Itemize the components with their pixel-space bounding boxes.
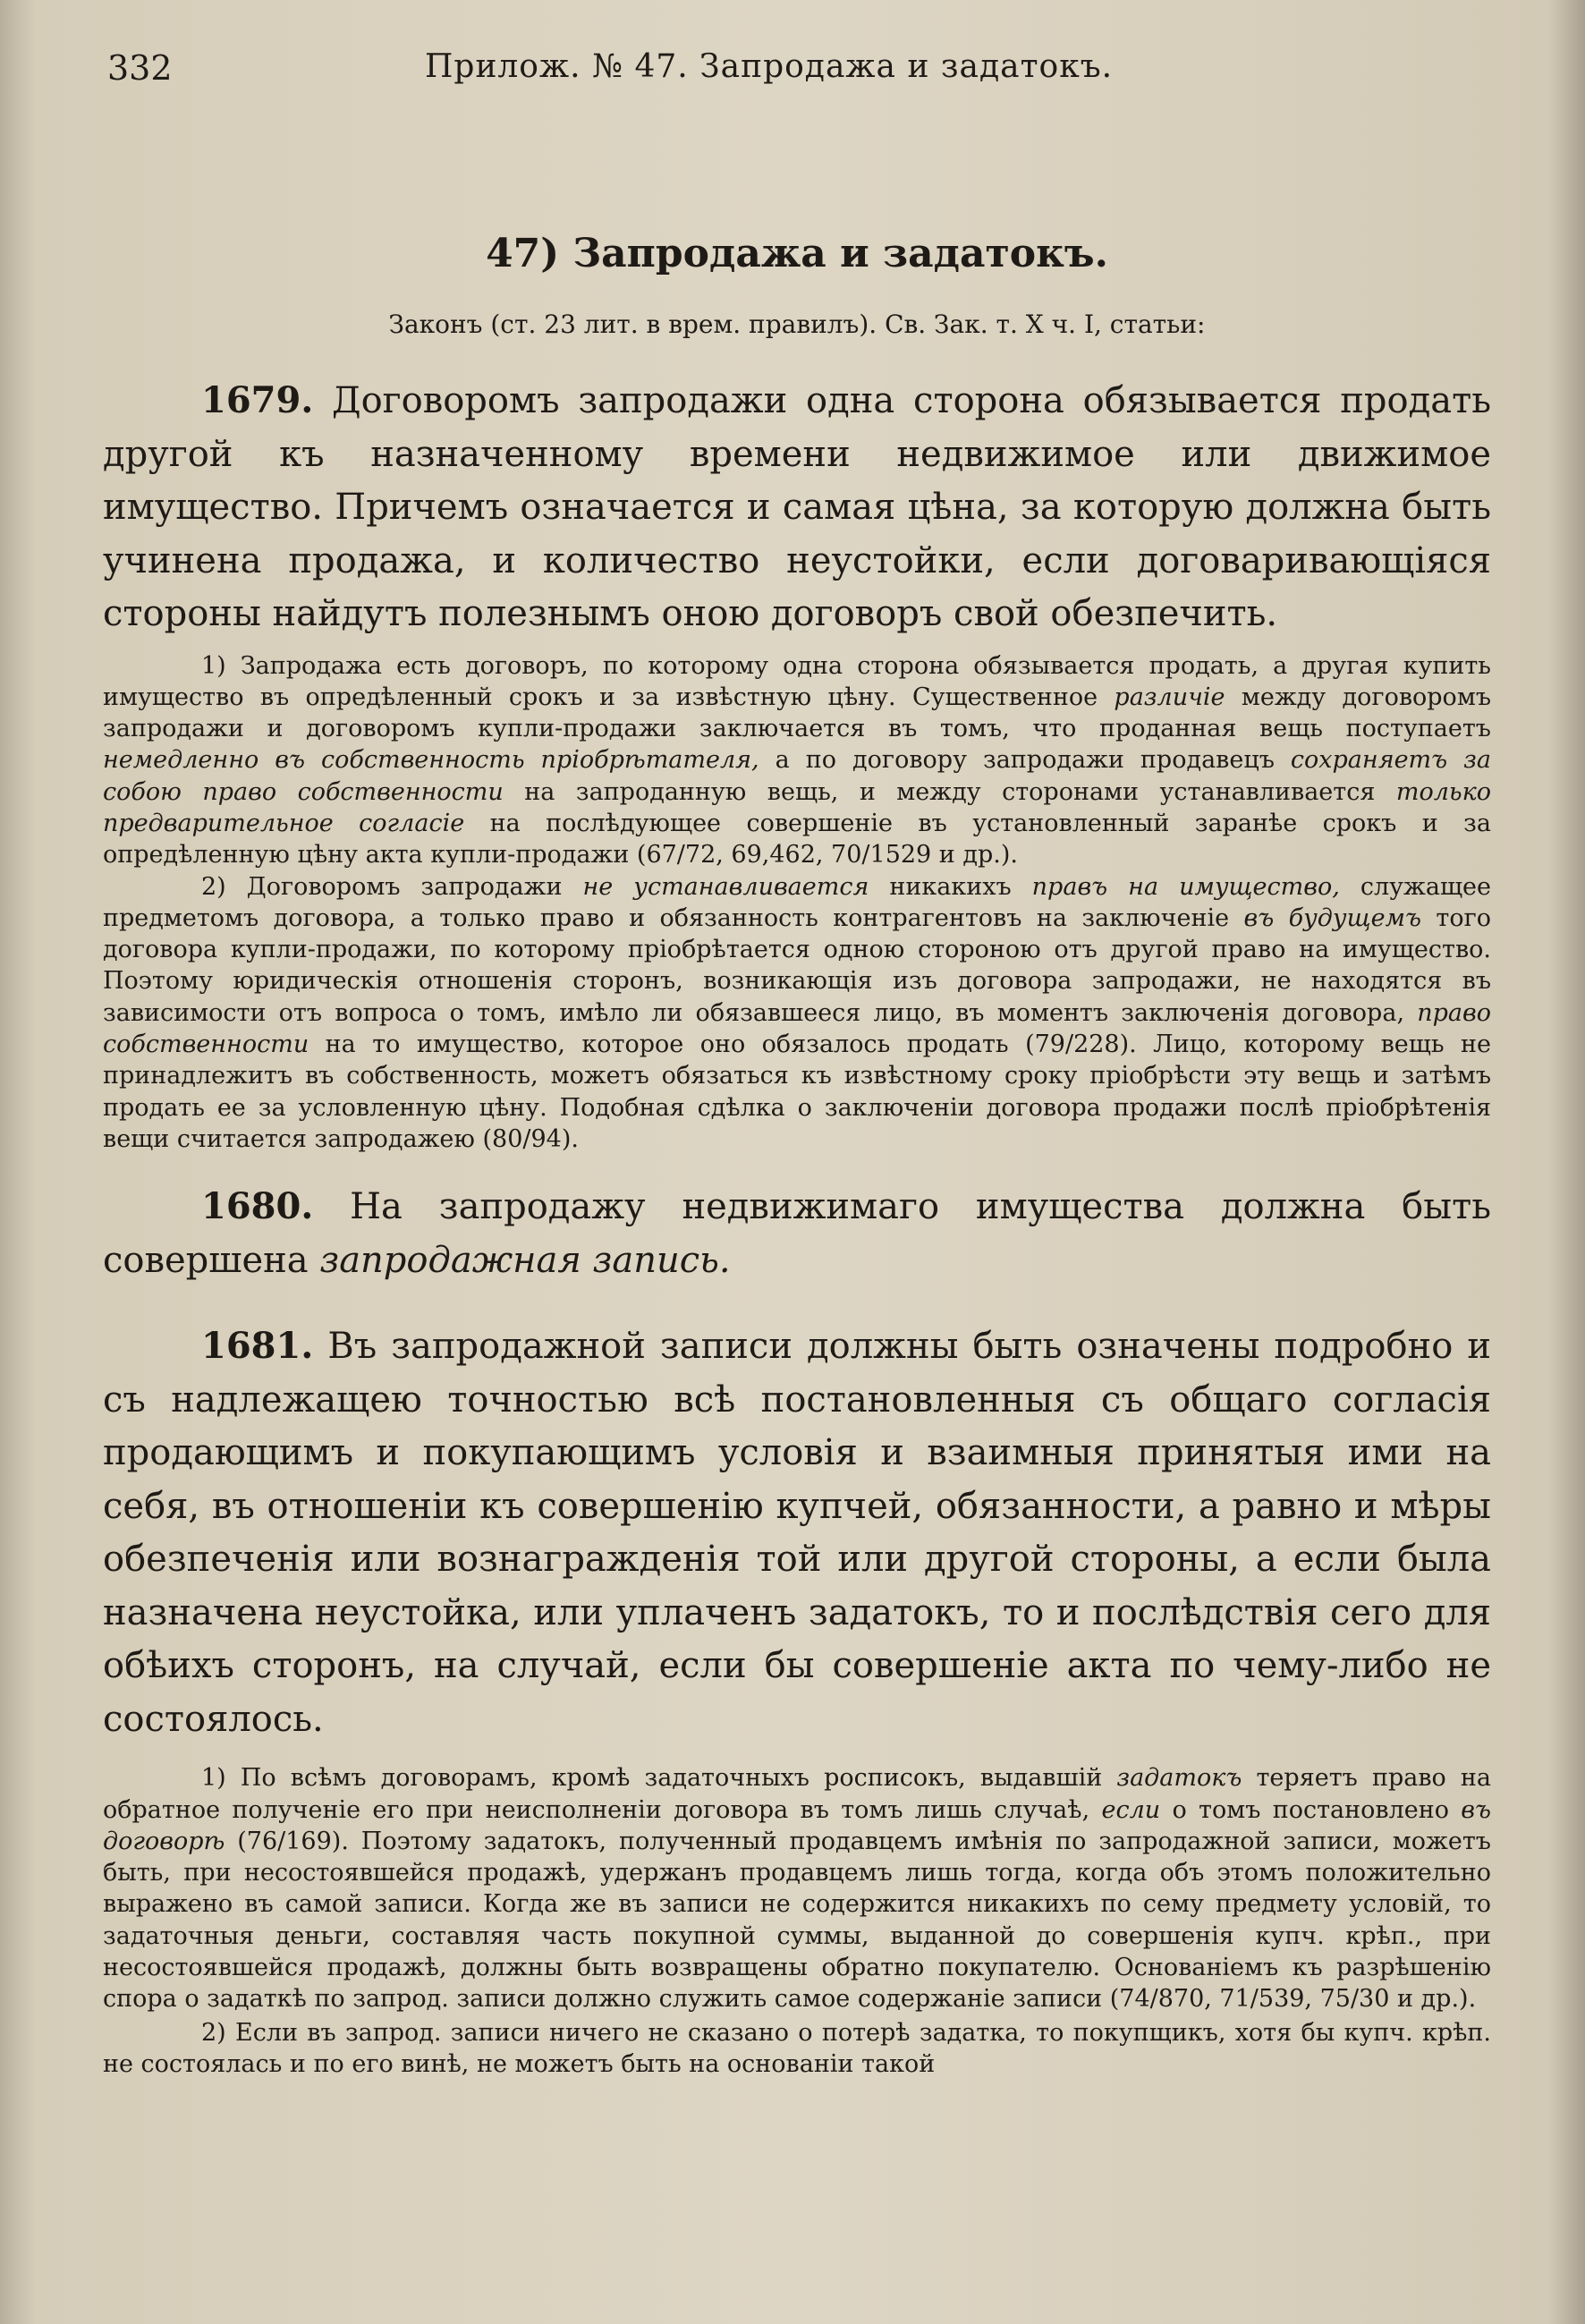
note-text: теряетъ право на обратное полученіе его при неисполненіи договора въ томъ лишь случаѣ, bbox=[103, 1764, 1491, 1824]
article-number: 1679. bbox=[201, 379, 314, 421]
article-text: Въ запродажной записи должны быть означены подробно и съ надлежащею точностью всѣ постановленныя съ общаго согласія продающимъ и покупающимъ условія и взаимныя принятыя ими на себя, въ отношеніи къ совершенію купчей, обязанности, а равно и мѣры обезпеченія или вознагражденія той или другой стороны, а если была назначена неустойка, или уплаченъ задатокъ, то и послѣдствія сего для обѣихъ сторонъ, на случай, если бы совершеніе акта по чему-либо не состоялось. bbox=[103, 1326, 1491, 1740]
note-emphasis: только предварительное согласіе bbox=[103, 777, 1491, 837]
note-emphasis: въ договорѣ bbox=[103, 1795, 1491, 1855]
note-text: того договора купли-продажи, по которому пріобрѣтается одною стороною отъ другой право на имущество. Поэтому юридическія отношенія сторонъ, возникающія изъ договора запродажи, не находятся въ зависимости отъ вопроса о томъ, имѣло ли обязавшееся лицо, въ моментъ заключенія договора, bbox=[103, 903, 1491, 1027]
note-emphasis: если bbox=[1101, 1795, 1161, 1824]
note-text: на то имущество, которое оно обязалось продать (79/228). Лицо, которому вещь не принадлежитъ въ собственность, можетъ обязаться къ извѣстному сроку пріобрѣсти эту вещь и затѣмъ продать ее за условленную цѣну. Подобная сдѣлка о заключеніи договора продажи послѣ пріобрѣтенія вещи считается запродажею (80/94). bbox=[103, 1031, 1491, 1153]
article-1681 bbox=[103, 1319, 1491, 1746]
note-text: на послѣдующее совершеніе въ установленный заранѣе срокъ и за опредѣленную цѣну акта купли-продажи (67/72, 69,462, 70/1529 и др.). bbox=[103, 809, 1492, 869]
note-text: между договоромъ запродажи и договоромъ купли-продажи заключается въ томъ, что проданная вещь поступаетъ bbox=[103, 683, 1491, 743]
note-text: 1) По всѣмъ договорамъ, кромѣ задаточныхъ росписокъ, выдавшій bbox=[201, 1764, 1117, 1793]
running-title: Прилож. № 47. Запродажа и задатокъ. bbox=[425, 48, 1114, 85]
note-emphasis: въ будущемъ bbox=[1243, 903, 1421, 932]
article-1681-note-2 bbox=[103, 2017, 1491, 2081]
note-emphasis: немедленно въ собственность пріобрѣтателя, bbox=[103, 746, 759, 775]
note-text: 1) Запродажа есть договоръ, по которому одна сторона обязывается продать, а другая купить имущество въ опредѣленный срокъ и за извѣстную цѣну. Существенное bbox=[103, 651, 1491, 711]
note-emphasis: различіе bbox=[1114, 683, 1225, 711]
note-text: (76/169). Поэтому задатокъ, полученный продавцемъ имѣнія по запродажной записи, можетъ быть, при несостоявшейся продажѣ, удержанъ продавцемъ лишь тогда, когда объ этомъ положительно выражено въ самой записи. Когда же въ записи не содержится никакихъ по сему предмету условій, то задаточныя деньги, составляя часть покупной суммы, выданной до совершенія купч. крѣп., при несостоявшейся продажѣ, должны быть возвращены обратно покупателю. Основаніемъ къ разрѣшенію спора о задаткѣ по запрод. записи должно служить самое содержаніе записи (74/870, 71/539, 75/30 и др.). bbox=[103, 1827, 1491, 2014]
article-number: 1681. bbox=[201, 1325, 314, 1368]
article-1681-note-1 bbox=[103, 1762, 1491, 2014]
note-text: служащее предметомъ договора, а только право и обязанность контрагентовъ на заключеніе bbox=[103, 872, 1492, 932]
article-1679-note-2 bbox=[103, 871, 1491, 1156]
article-number: 1680. bbox=[201, 1185, 314, 1228]
article-1679-note-1 bbox=[103, 650, 1491, 871]
law-reference: Законъ (ст. 23 лит. в врем. правилъ). Св. Зак. т. X ч. I, статьи: bbox=[388, 310, 1206, 339]
article-text: На запродажу недвижимаго имущества должна быть совершена bbox=[103, 1186, 1492, 1281]
note-text: а по договору запродажи продавецъ bbox=[759, 746, 1291, 775]
section-title: 47) Запродажа и задатокъ. bbox=[486, 231, 1108, 276]
note-text: никакихъ bbox=[869, 872, 1032, 901]
note-emphasis: право собственности bbox=[103, 998, 1491, 1059]
note-emphasis: задатокъ bbox=[1116, 1764, 1242, 1793]
note-text: 2) Если въ запрод. записи ничего не сказано о потерѣ задатка, то покупщикъ, хотя бы купч. крѣп. не состоялась и по его винѣ, не можетъ быть на основаніи такой bbox=[103, 2018, 1491, 2078]
article-emphasis: запродажная запись. bbox=[319, 1239, 731, 1281]
running-head bbox=[103, 45, 1491, 107]
page-number: 332 bbox=[107, 48, 173, 88]
note-emphasis: правъ на имущество, bbox=[1031, 872, 1340, 901]
note-text: на запроданную вещь, и между сторонами устанавливается bbox=[503, 777, 1396, 806]
note-text: 2) Договоромъ запродажи bbox=[201, 872, 583, 901]
article-1679 bbox=[103, 374, 1491, 641]
note-emphasis: не устанавливается bbox=[582, 872, 869, 901]
article-1680 bbox=[103, 1180, 1491, 1287]
note-text: о томъ постановлено bbox=[1160, 1795, 1462, 1824]
note-emphasis: сохраняетъ за собою право собственности bbox=[103, 746, 1491, 806]
article-text: Договоромъ запродажи одна сторона обязывается продать другой къ назначенному времени недвижимое или движимое имущество. Причемъ означается и самая цѣна, за которую должна быть учинена продажа, и количество неустойки, если договаривающіяся стороны найдутъ полезнымъ оною договоръ свой обезпечить. bbox=[103, 380, 1491, 634]
